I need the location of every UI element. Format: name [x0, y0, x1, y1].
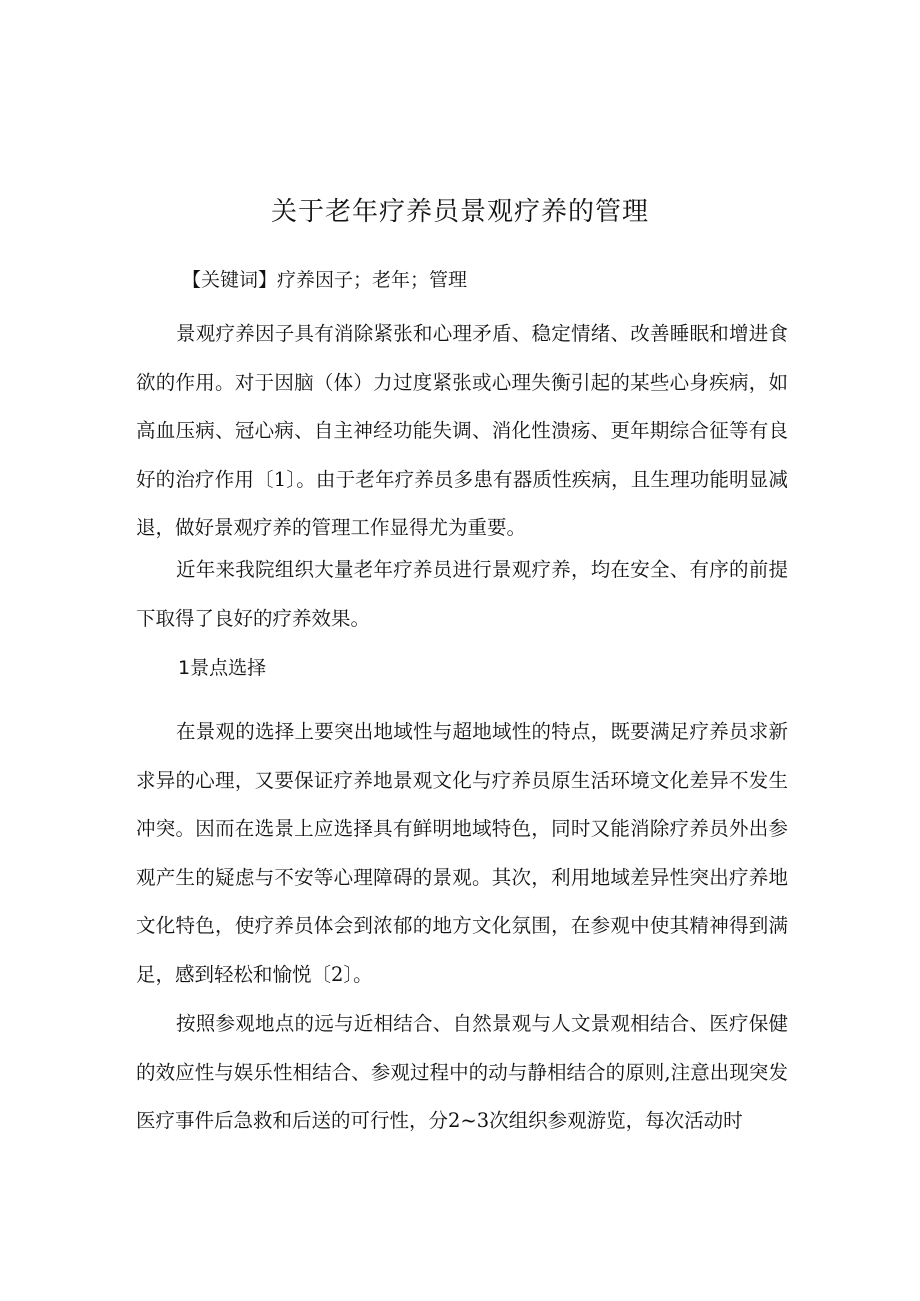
document-title: 关于老年疗养员景观疗养的管理 [270, 197, 649, 227]
paragraph-principles: 按照参观地点的远与近相结合、自然景观与人文景观相结合、医疗保健的效应性与娱乐性相结合、参观过程中的动与静相结合的原则,注意出现突发医疗事件后急救和后送的可行性，分2~3次组织参观游览，每次活动时 [136, 1012, 788, 1133]
paragraph-practice: 近年来我院组织大量老年疗养员进行景观疗养，均在安全、有序的前提下取得了良好的疗养效果。 [136, 558, 788, 630]
paragraph-site-selection: 在景观的选择上要突出地域性与超地域性的特点，既要满足疗养员求新求异的心理，又要保证疗养地景观文化与疗养员原生活环境文化差异不发生冲突。因而在选景上应选择具有鲜明地域特色，同时又能消除疗养员外出参观产生的疑虑与不安等心理障碍的景观。其次，利用地域差异性突出疗养地文化特色，使疗养员体会到浓郁的地方文化氛围，在参观中使其精神得到满足，感到轻松和愉悦〔2〕。 [136, 720, 788, 986]
keywords-line: 【关键词】疗养因子；老年；管理 [182, 269, 468, 291]
section-heading: 1景点选择 [178, 657, 267, 679]
paragraph-intro: 景观疗养因子具有消除紧张和心理矛盾、稳定情绪、改善睡眠和增进食欲的作用。对于因脑（体）力过度紧张或心理失衡引起的某些心身疾病，如高血压病、冠心病、自主神经功能失调、消化性溃疡、更年期综合征等有良好的治疗作用〔1〕。由于老年疗养员多患有器质性疾病，且生理功能明显减退，做好景观疗养的管理工作显得尤为重要。 [136, 322, 788, 540]
